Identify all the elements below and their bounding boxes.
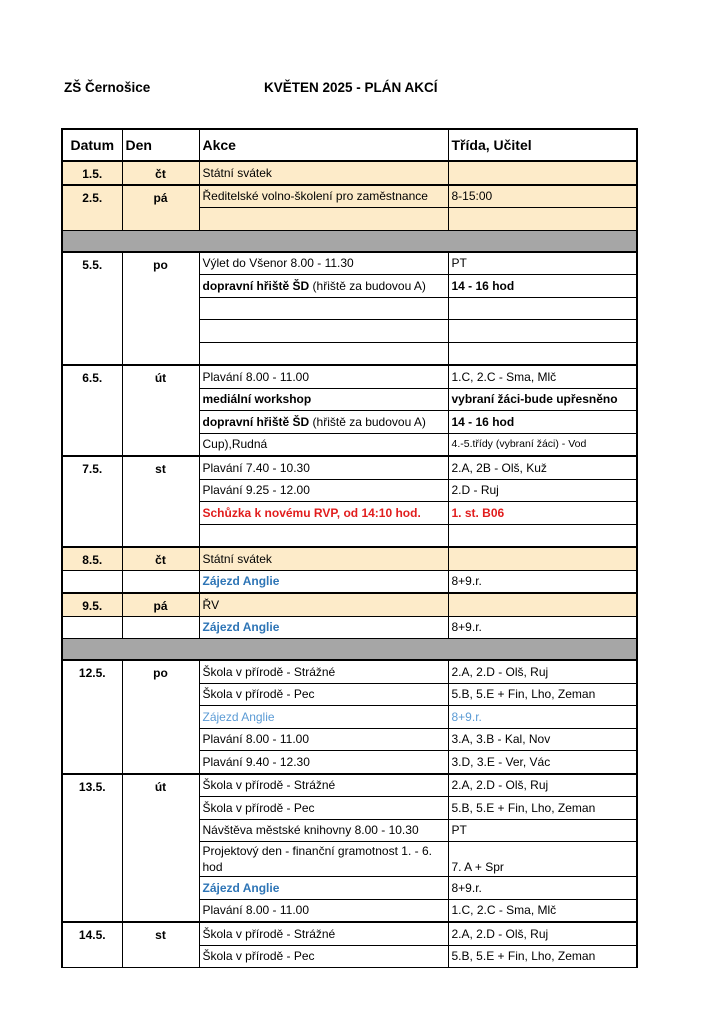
class-cell (448, 524, 637, 547)
class-cell: 3.D, 3.E - Ver, Vác (448, 751, 637, 774)
action-text: Plavání 8.00 - 11.00 (202, 369, 310, 384)
col-header-class: Třída, Učitel (448, 129, 637, 161)
day-cell: čt (122, 547, 199, 570)
action-cell (199, 706, 448, 729)
action-cell (199, 877, 448, 900)
class-cell: 2.A, 2.D - Olš, Ruj (448, 922, 637, 945)
action-cell (199, 547, 448, 570)
action-text: Státní svátek (202, 551, 272, 566)
action-text: Škola v přírodě - Pec (202, 949, 315, 964)
date-cell (62, 616, 122, 639)
date-cell: 8.5. (62, 547, 122, 570)
separator-row (62, 639, 637, 661)
day-cell: pá (122, 185, 199, 231)
action-text: Škola v přírodě - Pec (202, 800, 315, 815)
class-cell: 2.A, 2B - Olš, Kuž (448, 456, 637, 479)
class-cell: vybraní žáci-bude upřesněno (448, 388, 637, 411)
date-cell: 13.5. (62, 774, 122, 923)
date-cell: 12.5. (62, 660, 122, 774)
action-cell (199, 819, 448, 842)
table-row (62, 660, 637, 683)
action-text: Plavání 7.40 - 10.30 (202, 460, 310, 475)
action-cell (199, 185, 448, 208)
action-cell (199, 751, 448, 774)
class-cell: 5.B, 5.E + Fin, Lho, Zeman (448, 945, 637, 968)
action-text: Zájezd Anglie (202, 574, 280, 589)
date-cell: 14.5. (62, 922, 122, 968)
class-cell: 8-15:00 (448, 185, 637, 208)
school-name: ZŠ Černošice (64, 80, 151, 95)
separator-row (62, 230, 637, 252)
action-note: (hřiště za budovou A) (309, 414, 426, 429)
day-cell (122, 570, 199, 593)
date-cell: 2.5. (62, 185, 122, 231)
class-cell (448, 208, 637, 231)
action-cell (199, 433, 448, 456)
class-cell: 8+9.r. (448, 570, 637, 593)
action-note: (hřiště za budovou A) (309, 278, 426, 293)
action-cell (199, 365, 448, 388)
date-cell (62, 570, 122, 593)
class-cell: 5.B, 5.E + Fin, Lho, Zeman (448, 797, 637, 820)
action-text: Cup),Rudná (202, 437, 268, 452)
class-cell: 8+9.r. (448, 616, 637, 639)
day-cell: st (122, 456, 199, 547)
day-cell: út (122, 774, 199, 923)
table-row (62, 593, 637, 616)
class-cell: 4.-5.třídy (vybraní žáci) - Vod (448, 433, 637, 456)
action-cell (199, 388, 448, 411)
action-cell (199, 208, 448, 231)
day-cell: pá (122, 593, 199, 616)
class-cell: 2.D - Ruj (448, 479, 637, 502)
action-cell (199, 922, 448, 945)
separator-cell (62, 639, 637, 661)
action-text: Škola v přírodě - Pec (202, 687, 315, 702)
action-text: Projektový den - finanční gramotnost 1. - 6. hod (202, 844, 432, 874)
table-row (62, 365, 637, 388)
action-text: Zájezd Anglie (202, 880, 280, 895)
table-row (62, 252, 637, 275)
col-header-date: Datum (62, 129, 122, 161)
table-row (62, 161, 637, 185)
class-cell: 5.B, 5.E + Fin, Lho, Zeman (448, 683, 637, 706)
action-cell (199, 899, 448, 922)
action-cell (199, 479, 448, 502)
separator-cell (62, 230, 637, 252)
action-text: Plavání 8.00 - 11.00 (202, 732, 310, 747)
class-cell: 1.C, 2.C - Sma, Mlč (448, 899, 637, 922)
table-row (62, 922, 637, 945)
action-cell (199, 524, 448, 547)
action-cell (199, 660, 448, 683)
action-cell (199, 797, 448, 820)
action-cell (199, 593, 448, 616)
class-cell: 14 - 16 hod (448, 275, 637, 298)
action-cell (199, 728, 448, 751)
col-header-day: Den (122, 129, 199, 161)
class-cell (448, 547, 637, 570)
action-text: Návštěva městské knihovny 8.00 - 10.30 (202, 823, 419, 838)
action-text: dopravní hřiště ŠD (202, 414, 310, 429)
date-cell: 1.5. (62, 161, 122, 185)
table-row (62, 185, 637, 208)
day-cell: út (122, 365, 199, 456)
class-cell: 1.C, 2.C - Sma, Mlč (448, 365, 637, 388)
class-cell (448, 161, 637, 185)
table-row (62, 774, 637, 797)
action-text: Schůzka k novému RVP, od 14:10 hod. (202, 505, 421, 520)
class-cell: 14 - 16 hod (448, 411, 637, 434)
class-cell (448, 297, 637, 320)
action-text: Výlet do Všenor 8.00 - 11.30 (202, 256, 354, 271)
date-cell: 9.5. (62, 593, 122, 616)
day-cell: po (122, 660, 199, 774)
action-cell (199, 945, 448, 968)
date-cell: 6.5. (62, 365, 122, 456)
action-text: Zájezd Anglie (202, 709, 275, 724)
table-row (62, 547, 637, 570)
class-cell: 3.A, 3.B - Kal, Nov (448, 728, 637, 751)
day-cell (122, 616, 199, 639)
class-cell: 1. st. B06 (448, 502, 637, 525)
table-row (62, 456, 637, 479)
action-text: Plavání 9.25 - 12.00 (202, 483, 310, 498)
action-cell (199, 275, 448, 298)
action-cell (199, 456, 448, 479)
action-text: dopravní hřiště ŠD (202, 278, 310, 293)
action-cell (199, 616, 448, 639)
class-cell: 7. A + Spr (448, 842, 637, 877)
action-text: Zájezd Anglie (202, 620, 280, 635)
action-text: Ředitelské volno-školení pro zaměstnance (202, 189, 428, 204)
class-cell (448, 593, 637, 616)
class-cell: 2.A, 2.D - Olš, Ruj (448, 774, 637, 797)
class-cell: 8+9.r. (448, 877, 637, 900)
action-cell (199, 570, 448, 593)
class-cell: PT (448, 819, 637, 842)
day-cell: po (122, 252, 199, 366)
date-cell: 5.5. (62, 252, 122, 366)
table-body (62, 161, 637, 968)
action-text: Škola v přírodě - Strážné (202, 778, 336, 793)
action-cell (199, 502, 448, 525)
action-text: ŘV (202, 597, 220, 612)
action-cell (199, 683, 448, 706)
action-text: Plavání 8.00 - 11.00 (202, 903, 310, 918)
class-cell: 8+9.r. (448, 706, 637, 729)
action-cell (199, 842, 448, 877)
page-title: KVĚTEN 2025 - PLÁN AKCÍ (264, 80, 438, 95)
action-text: Škola v přírodě - Strážné (202, 926, 336, 941)
action-cell (199, 320, 448, 343)
action-text: Plavání 9.40 - 12.30 (202, 754, 310, 769)
col-header-action: Akce (199, 129, 448, 161)
class-cell: PT (448, 252, 637, 275)
table-row (62, 616, 637, 639)
action-cell (199, 252, 448, 275)
action-cell (199, 774, 448, 797)
action-cell (199, 411, 448, 434)
table-header-row (62, 129, 637, 161)
class-cell (448, 342, 637, 365)
table-row (62, 570, 637, 593)
class-cell: 2.A, 2.D - Olš, Ruj (448, 660, 637, 683)
events-table (61, 128, 638, 968)
class-cell (448, 320, 637, 343)
day-cell: st (122, 922, 199, 968)
day-cell: čt (122, 161, 199, 185)
action-cell (199, 342, 448, 365)
action-cell (199, 161, 448, 185)
action-text: Škola v přírodě - Strážné (202, 664, 336, 679)
action-text: Státní svátek (202, 165, 272, 180)
action-text: mediální workshop (202, 392, 312, 407)
date-cell: 7.5. (62, 456, 122, 547)
action-cell (199, 297, 448, 320)
